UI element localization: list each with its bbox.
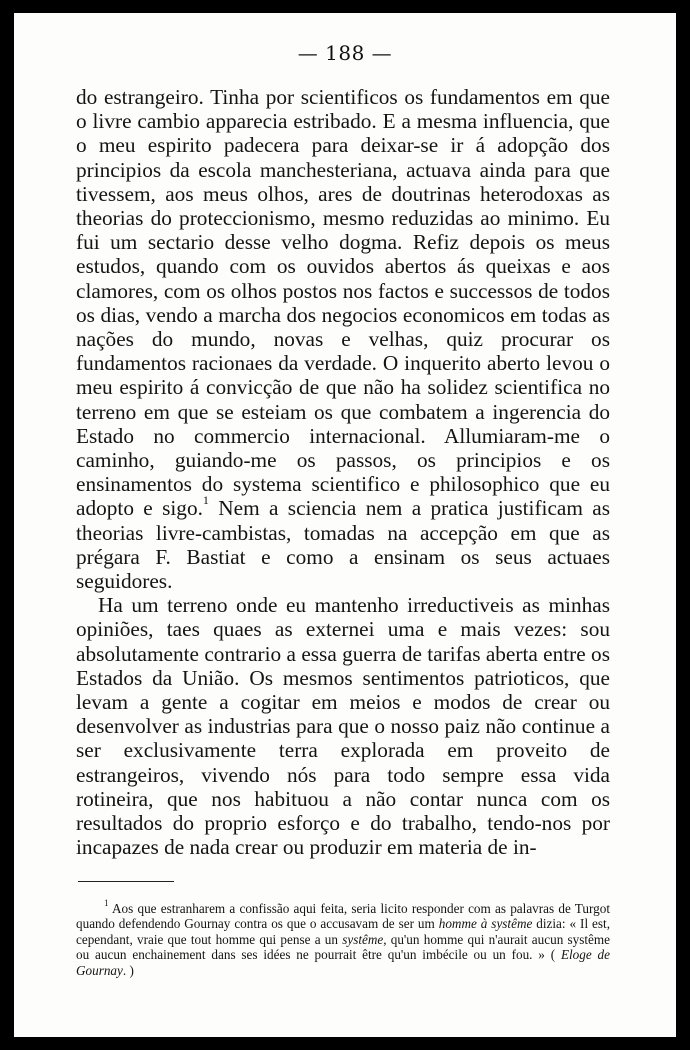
footnote-marker: 1 — [104, 897, 109, 908]
footnote-text-3: , qu'un homme qui n'aurait aucun systême ou aucun enchainement dans ses idées ne pourrait être qu'un imbécile ou un fou. » ( — [76, 931, 611, 963]
main-text — [76, 85, 610, 860]
footnote — [76, 897, 611, 978]
footnote-divider — [78, 881, 174, 882]
paragraph-1-text-before-note: do estrangeiro. Tinha por scientificos os fundamentos em que o livre cambio apparecia estribado. E a mesma influencia, que o meu espirito padecera para deixar-se ir á adopção dos principios da escola manchesteriana, actuava ainda para que tivessem, aos meus olhos, ares de doutrinas heterodoxas as theorias do proteccionismo, mesmo reduzidas ao minimo. Eu fui um sectario desse velho dogma. Refiz depois os meus estudos, quando com os ouvidos abertos ás queixas e aos clamores, com os olhos postos nos factos e successos de todos os dias, vendo a marcha dos negocios economicos em todas as nações do mundo, novas e velhas, quiz procurar os fundamentos racionaes da verdade. O inquerito aberto levou o meu espirito á convicção de que não ha solidez scientifica no terreno em que se esteiam os que combatem a ingerencia do Estado no commercio internacional. Allumiaram-me o caminho, guiando-me os passos, os principios e os ensinamentos do systema scientifico e philosophico que eu adopto e sigo. — [76, 85, 610, 521]
footnote-text-2: dizia: « Il est, cependant, vraie que tout homme qui pense a un — [76, 916, 611, 947]
footnote-italic-3: Eloge de Gournay — [76, 947, 610, 978]
footnote-reference: 1 — [202, 493, 209, 508]
footnote-italic-2: systême — [342, 931, 384, 947]
paragraph-1-text-after-note: Nem a sciencia nem a pratica justificam as theorias livre-cambistas, tomadas na accepção em que as prégara F. Bastiat e como a ensinam os seus actuaes seguidores. — [76, 496, 611, 594]
book-page — [14, 13, 676, 1037]
page-number: — 188 — — [297, 41, 393, 65]
paragraph-1 — [76, 85, 610, 593]
footnote-text-1: Aos que estranharem a confissão aqui feita, seria licito responder com as palavras de Turgot quando defendendo Gournay contra os que o accusavam de ser um — [76, 901, 610, 932]
footnote-text-4: . ) — [122, 962, 134, 978]
paragraph-2: Ha um terreno onde eu mantenho irreductiveis as minhas opiniões, taes quaes as externei uma e mais vezes: sou absolutamente contrario a essa guerra de tarifas aberta entre os Estados da União. Os mesmos sentimentos patrioticos, que levam a gente a cogitar em meios e modos de crear ou desenvolver as industrias para que o nosso paiz não continue a ser exclusivamente terra explorada em proveito de estrangeiros, vivendo nós para todo sempre essa vida rotineira, que nos habituou a não contar nunca com os resultados do proprio esforço e do trabalho, tendo-nos por incapazes de nada crear ou produzir em materia de in- — [76, 593, 610, 860]
footnote-italic-1: homme à systême — [438, 916, 533, 932]
